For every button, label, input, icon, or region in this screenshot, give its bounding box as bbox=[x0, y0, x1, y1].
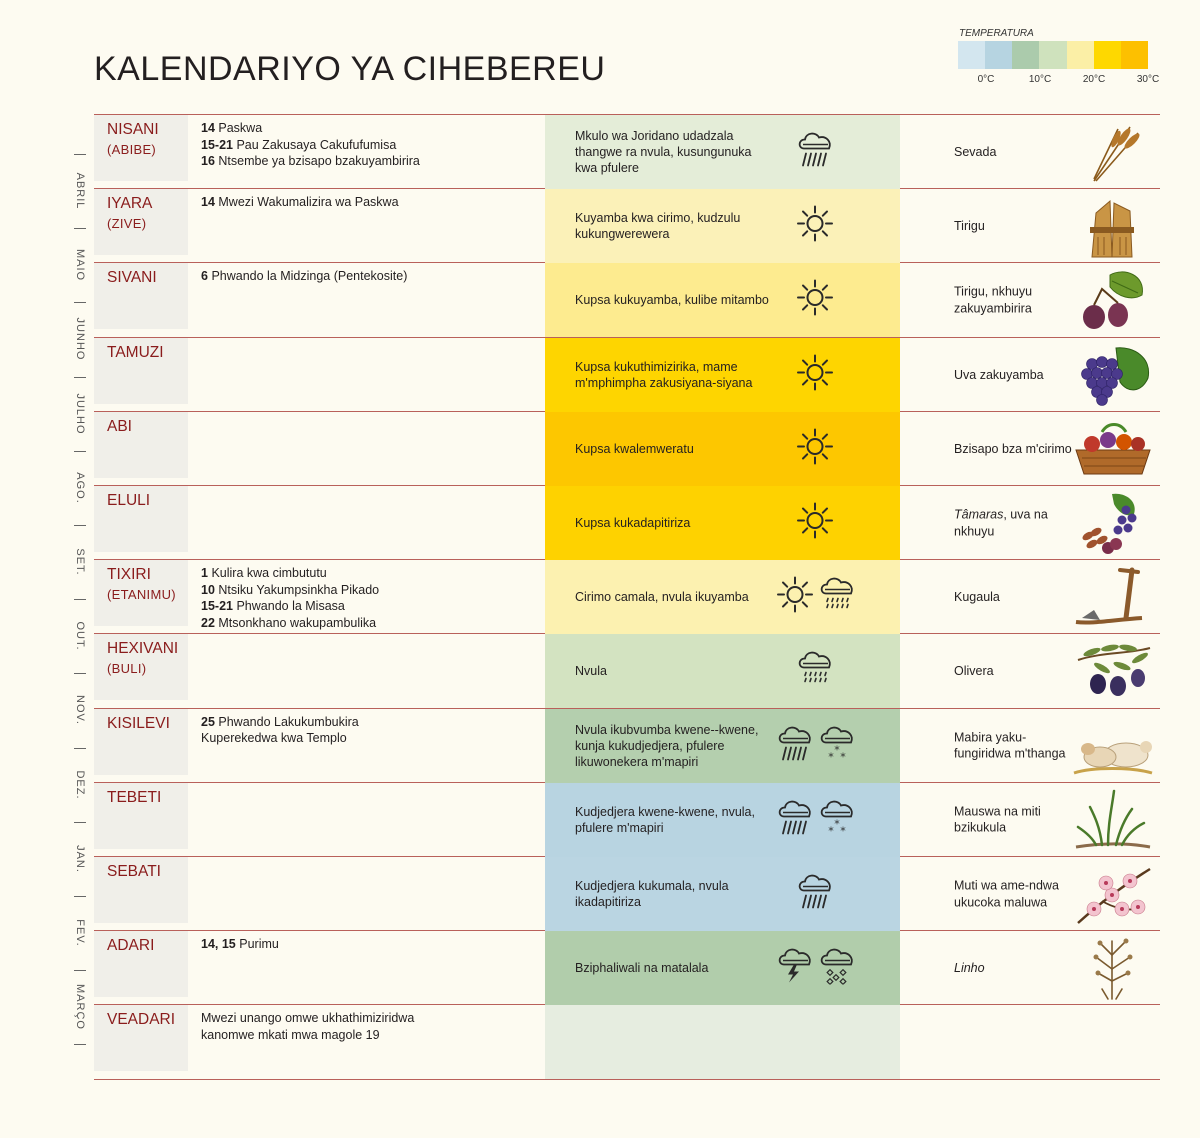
festival-item bbox=[201, 936, 541, 953]
gregorian-month-label: MARÇO bbox=[74, 984, 86, 1031]
hebrew-month-cell bbox=[94, 931, 188, 997]
hebrew-month-name: ADARI bbox=[107, 937, 155, 955]
festival-text: Phwando Lakukumbukira bbox=[218, 714, 359, 729]
hebrew-month-cell bbox=[94, 857, 188, 923]
festival-text: kanomwe mkati mwa magole 19 bbox=[201, 1027, 380, 1042]
climate-cell bbox=[545, 338, 900, 412]
festival-list bbox=[201, 120, 541, 170]
gregorian-month-label: JULHO bbox=[74, 393, 86, 435]
temperature-ticks bbox=[958, 69, 1163, 85]
crop-label: Mabira yaku-fungiridwa m'thanga bbox=[954, 730, 1066, 761]
festival-date: 14 bbox=[201, 121, 215, 135]
hebrew-month-name: VEADARI bbox=[107, 1011, 176, 1029]
olive-icon bbox=[1072, 638, 1154, 704]
festival-text: Pau Zakusaya Cakufufumisa bbox=[236, 137, 397, 152]
festival-list bbox=[201, 268, 541, 285]
svg-text:*: * bbox=[828, 824, 834, 837]
festival-text: Mtsonkhano wakupambulika bbox=[218, 615, 377, 630]
gregorian-month-divider bbox=[74, 822, 86, 823]
festival-item bbox=[201, 120, 541, 137]
gregorian-month-divider bbox=[74, 1044, 86, 1045]
flax-icon bbox=[1072, 935, 1154, 1001]
climate-description: Kudjedjera kukumala, nvula ikadapitiriza bbox=[575, 879, 729, 909]
festival-text: Mwezi unango omwe ukhathimiziridwa bbox=[201, 1011, 415, 1026]
snow-icon bbox=[819, 798, 857, 841]
sun-icon bbox=[777, 577, 813, 618]
crop-label: Uva zakuyamba bbox=[954, 367, 1044, 382]
crop-label: Bzisapo bza m'cirimo bbox=[954, 441, 1072, 456]
climate-cell bbox=[545, 263, 900, 337]
climate-cell bbox=[545, 931, 900, 1005]
climate-description: Cirimo camala, nvula ikuyamba bbox=[575, 590, 749, 605]
legend-tick-label: 0°C bbox=[977, 74, 995, 85]
month-row bbox=[94, 412, 1160, 486]
sheep-icon bbox=[1072, 713, 1154, 779]
climate-description: Mkulo wa Joridano udadzala thangwe ra nvula, kusungunuka kwa pfulere bbox=[575, 129, 752, 175]
crop-label: Tirigu, nkhuyu zakuyambirira bbox=[954, 284, 1033, 316]
climate-description: Nvula bbox=[575, 664, 607, 679]
festival-text: Paskwa bbox=[218, 121, 263, 135]
festival-item bbox=[201, 137, 541, 154]
sun-icon bbox=[797, 354, 833, 395]
climate-cell bbox=[545, 783, 900, 857]
festival-text: Phwando la Midzinga (Pentekosite) bbox=[211, 269, 408, 284]
legend-tick-label: 30°C bbox=[1136, 74, 1160, 85]
hebrew-month-alt-name: (ABIBE) bbox=[107, 142, 157, 157]
svg-text:*: * bbox=[840, 824, 846, 837]
climate-description: Kupsa kukadapitiriza bbox=[575, 516, 691, 530]
gregorian-month-label: ABRIL bbox=[74, 172, 86, 210]
month-row bbox=[94, 709, 1160, 783]
hebrew-month-name: TEBETI bbox=[107, 788, 162, 806]
festival-date: 15-21 bbox=[201, 137, 233, 152]
crop-label: Linho bbox=[954, 960, 985, 975]
sprouts-icon bbox=[1072, 787, 1154, 853]
climate-description: Bziphaliwali na matalala bbox=[575, 961, 709, 976]
festival-item bbox=[201, 730, 541, 747]
legend-swatch bbox=[958, 41, 985, 69]
festival-item bbox=[201, 582, 541, 599]
hebrew-month-alt-name: (ETANIMU) bbox=[107, 587, 176, 603]
gregorian-month-label: DEZ. bbox=[74, 770, 86, 800]
calendar-table bbox=[94, 114, 1160, 1080]
festival-item bbox=[201, 268, 541, 285]
hebrew-month-name: IYARA bbox=[107, 195, 153, 213]
sun-icon bbox=[797, 428, 833, 469]
festival-date: 10 bbox=[201, 582, 215, 597]
festival-item bbox=[201, 714, 541, 731]
hebrew-month-name: SIVANI bbox=[107, 269, 157, 287]
hebrew-month-cell bbox=[94, 263, 188, 329]
crop-label-italic: Tâmaras bbox=[954, 507, 1004, 522]
gregorian-month-divider bbox=[74, 451, 86, 452]
rain-icon bbox=[797, 131, 835, 174]
hebrew-month-alt-name: (ZIVE) bbox=[107, 216, 147, 232]
legend-swatch bbox=[1067, 41, 1094, 69]
festival-date: 22 bbox=[201, 615, 215, 630]
gregorian-month-divider bbox=[74, 525, 86, 526]
climate-cell bbox=[545, 709, 900, 783]
festival-text: Phwando la Misasa bbox=[236, 599, 345, 614]
climate-description: Kudjedjera kwene-kwene, nvula, pfulere m'mapiri bbox=[575, 804, 755, 835]
temperature-legend bbox=[958, 28, 1163, 85]
festival-text: Kuperekedwa kwa Templo bbox=[201, 731, 347, 746]
climate-description: Kupsa kwalemweratu bbox=[575, 441, 694, 456]
page-title: KALENDARIYO YA CIHEBEREU bbox=[94, 50, 606, 88]
legend-tick-label: 20°C bbox=[1082, 74, 1106, 85]
gregorian-month-label: JUNHO bbox=[74, 317, 86, 361]
gregorian-month-divider bbox=[74, 970, 86, 971]
sun-icon bbox=[797, 503, 833, 544]
climate-cell bbox=[545, 486, 900, 560]
fig-icon bbox=[1072, 267, 1154, 333]
festival-list bbox=[201, 936, 541, 953]
festival-text: Ntsiku Yakumpsinkha Pikado bbox=[218, 582, 380, 597]
gregorian-month-divider bbox=[74, 599, 86, 600]
hebrew-month-cell bbox=[94, 338, 188, 404]
month-row bbox=[94, 634, 1160, 708]
climate-cell bbox=[545, 412, 900, 486]
hebrew-month-cell bbox=[94, 1005, 188, 1071]
fruit-basket-icon bbox=[1072, 416, 1154, 482]
legend-swatch bbox=[985, 41, 1012, 69]
festival-date: 1 bbox=[201, 566, 208, 581]
dates-grapes-icon bbox=[1072, 490, 1154, 556]
month-row bbox=[94, 1005, 1160, 1079]
svg-text:*: * bbox=[834, 743, 840, 757]
hebrew-month-cell bbox=[94, 115, 188, 181]
festival-item bbox=[201, 194, 541, 211]
month-row bbox=[94, 189, 1160, 263]
crop-label: Mauswa na miti bzikukula bbox=[954, 804, 1041, 835]
festival-item bbox=[201, 615, 541, 632]
festival-date: 14, 15 bbox=[201, 937, 236, 952]
barley-icon bbox=[1072, 119, 1154, 185]
drizzle-icon bbox=[819, 576, 857, 619]
climate-description: Nvula ikubvumba kwene--kwene, kunja kukudjedjera, pfulere likuwonekera m'mapiri bbox=[575, 722, 759, 769]
rain-icon bbox=[777, 798, 815, 841]
legend-title: TEMPERATURA bbox=[959, 28, 1034, 39]
hebrew-month-alt-name: (BULI) bbox=[107, 661, 147, 677]
hebrew-month-cell bbox=[94, 486, 188, 552]
gregorian-month-divider bbox=[74, 302, 86, 303]
legend-swatch bbox=[1094, 41, 1121, 69]
temperature-scale-bar bbox=[958, 41, 1148, 69]
festival-date: 16 bbox=[201, 154, 215, 168]
wheat-sheaf-icon bbox=[1072, 193, 1154, 259]
legend-swatch bbox=[1039, 41, 1066, 69]
month-row bbox=[94, 115, 1160, 189]
hebrew-month-name: SEBATI bbox=[107, 863, 161, 880]
storm-icon bbox=[777, 947, 815, 990]
gregorian-month-divider bbox=[74, 748, 86, 749]
crop-label: Sevada bbox=[954, 144, 997, 159]
festival-text: Mwezi Wakumalizira wa Paskwa bbox=[218, 195, 399, 210]
almond-blossom-icon bbox=[1072, 861, 1154, 927]
hebrew-month-name: ABI bbox=[107, 417, 132, 435]
crop-label: Kugaula bbox=[954, 589, 1000, 604]
gregorian-month-label: OUT. bbox=[74, 621, 86, 651]
hebrew-month-name: HEXIVANI bbox=[107, 640, 179, 658]
climate-description: Kupsa kukuyamba, kulibe mitambo bbox=[575, 293, 769, 308]
festival-text: Ntsembe ya bzisapo bzakuyambirira bbox=[218, 154, 420, 168]
gregorian-month-label: FEV. bbox=[74, 919, 86, 947]
month-row bbox=[94, 486, 1160, 560]
festival-item bbox=[201, 1010, 541, 1027]
drizzle-icon bbox=[797, 650, 835, 693]
festival-list bbox=[201, 194, 541, 211]
sun-icon bbox=[797, 280, 833, 321]
gregorian-month-label: SET. bbox=[74, 548, 86, 576]
festival-text: Purimu bbox=[239, 937, 279, 952]
festival-item bbox=[201, 1027, 541, 1044]
crop-label: Muti wa ame-ndwa ukucoka maluwa bbox=[954, 878, 1059, 909]
festival-date: 15-21 bbox=[201, 599, 233, 614]
legend-swatch bbox=[1012, 41, 1039, 69]
climate-cell bbox=[545, 560, 900, 634]
gregorian-month-label: MAIO bbox=[74, 249, 86, 282]
crop-label: Tirigu bbox=[954, 218, 985, 233]
climate-cell bbox=[545, 1005, 900, 1079]
hebrew-month-name: ELULI bbox=[107, 492, 151, 509]
crop-label: Olivera bbox=[954, 664, 994, 679]
gregorian-month-label: AGO. bbox=[74, 472, 86, 504]
rain-icon bbox=[777, 724, 815, 767]
gregorian-month-label: JAN. bbox=[74, 844, 86, 873]
gregorian-month-divider bbox=[74, 377, 86, 378]
hebrew-month-name: KISILEVI bbox=[107, 714, 170, 732]
month-row bbox=[94, 857, 1160, 931]
gregorian-month-divider bbox=[74, 154, 86, 155]
legend-swatch bbox=[1121, 41, 1148, 69]
climate-cell bbox=[545, 115, 900, 189]
grapes-icon bbox=[1072, 342, 1154, 408]
hebrew-month-cell bbox=[94, 634, 188, 700]
crop-label bbox=[954, 507, 1074, 540]
hail-icon bbox=[819, 947, 857, 990]
svg-text:*: * bbox=[828, 750, 834, 763]
festival-date: 14 bbox=[201, 195, 215, 210]
svg-text:*: * bbox=[840, 750, 846, 763]
month-row bbox=[94, 783, 1160, 857]
plough-icon bbox=[1072, 564, 1154, 630]
festival-text: Kulira kwa cimbututu bbox=[211, 566, 327, 581]
svg-text:*: * bbox=[834, 817, 840, 831]
snow-icon bbox=[819, 724, 857, 767]
climate-cell bbox=[545, 857, 900, 931]
gregorian-month-divider bbox=[74, 228, 86, 229]
climate-cell bbox=[545, 634, 900, 708]
climate-description: Kuyamba kwa cirimo, kudzulu kukungwerewera bbox=[575, 211, 741, 242]
month-row bbox=[94, 338, 1160, 412]
legend-tick-label: 10°C bbox=[1028, 74, 1052, 85]
hebrew-month-name: TIXIRI bbox=[107, 566, 151, 584]
hebrew-month-cell bbox=[94, 709, 188, 775]
hebrew-month-cell bbox=[94, 783, 188, 849]
hebrew-month-name: NISANI bbox=[107, 121, 159, 138]
crop-label-rest: , uva na nkhuyu bbox=[954, 507, 1048, 538]
gregorian-month-divider bbox=[74, 896, 86, 897]
festival-list bbox=[201, 1010, 541, 1043]
month-row bbox=[94, 560, 1160, 634]
festival-item bbox=[201, 565, 541, 582]
rain-icon bbox=[797, 873, 835, 916]
climate-cell bbox=[545, 189, 900, 263]
sun-icon bbox=[797, 206, 833, 247]
month-row bbox=[94, 263, 1160, 337]
hebrew-month-cell bbox=[94, 189, 188, 255]
festival-date: 25 bbox=[201, 714, 215, 729]
festival-list bbox=[201, 714, 541, 747]
festival-item bbox=[201, 153, 541, 170]
gregorian-month-label: NOV. bbox=[74, 695, 86, 726]
hebrew-month-cell bbox=[94, 412, 188, 478]
festival-list bbox=[201, 565, 541, 631]
month-row bbox=[94, 931, 1160, 1005]
festival-date: 6 bbox=[201, 269, 208, 284]
festival-item bbox=[201, 598, 541, 615]
gregorian-month-divider bbox=[74, 673, 86, 674]
hebrew-month-cell bbox=[94, 560, 188, 626]
hebrew-month-name: TAMUZI bbox=[107, 343, 164, 361]
climate-description: Kupsa kukuthimizirika, mame m'mphimpha zakusiyana-siyana bbox=[575, 359, 753, 390]
